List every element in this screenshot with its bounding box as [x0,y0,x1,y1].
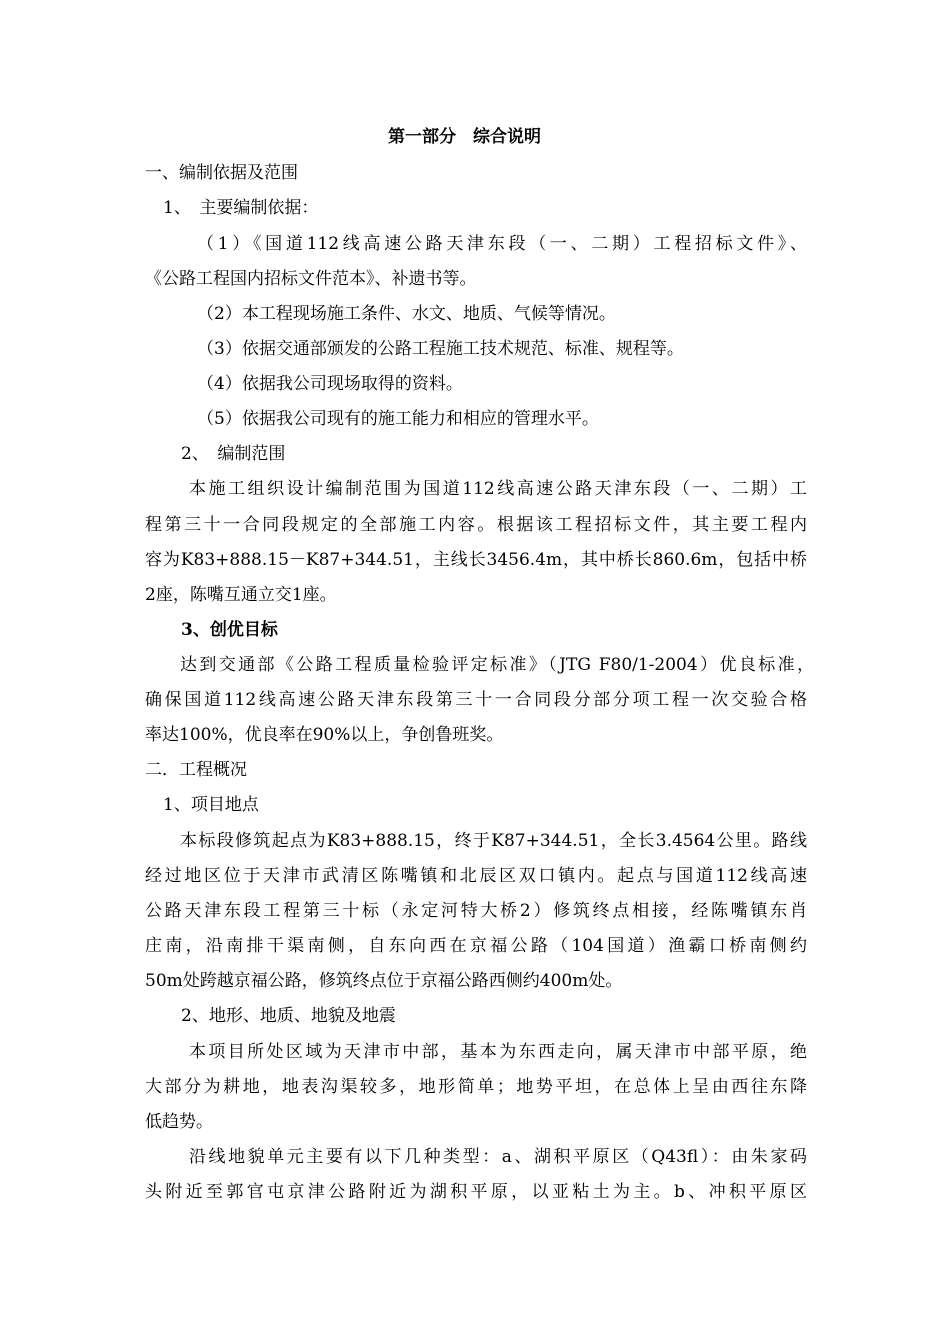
subsection-heading: 2、 编制范围 [181,444,286,464]
section-heading: 二．工程概况 [145,760,247,780]
paragraph-line: 容为K83+888.15－K87+344.51，主线长3456.4m，其中桥长860.6m，包括中桥 [145,550,807,570]
paragraph-line: 率达100%，优良率在90%以上，争创鲁班奖。 [145,725,504,745]
paragraph-line: （4）依据我公司现场取得的资料。 [197,374,463,394]
paragraph-line: 本标段修筑起点为K83+888.15，终于K87+344.51，全长3.4564公里。路线 [180,831,807,851]
paragraph-line: 庄南，沿南排干渠南侧，自东向西在京福公路（104国道）渔霸口桥南侧约 [145,936,807,956]
paragraph-line: 本项目所处区域为天津市中部，基本为东西走向，属天津市中部平原，绝 [189,1042,807,1062]
paragraph-line: 公路天津东段工程第三十标（永定河特大桥2）修筑终点相接，经陈嘴镇东肖 [145,901,807,921]
paragraph-line: （1）《国道112线高速公路天津东段（一、二期）工程招标文件》、 [197,234,807,254]
paragraph-line: 达到交通部《公路工程质量检验评定标准》（JTG F80/1-2004）优良标准， [180,655,814,675]
paragraph-line: 2座，陈嘴互通立交1座。 [145,585,337,605]
paragraph-line: 确保国道112线高速公路天津东段第三十一合同段分部分项工程一次交验合格 [145,690,807,710]
subsection-heading: 1、项目地点 [163,795,259,815]
paragraph-line: （2）本工程现场施工条件、水文、地质、气候等情况。 [197,304,616,324]
paragraph-line: 50m处跨越京福公路，修筑终点位于京福公路西侧约400m处。 [145,971,623,991]
paragraph-line: 大部分为耕地，地表沟渠较多，地形简单；地势平坦，在总体上呈由西往东降 [145,1077,807,1097]
paragraph-line: 本施工组织设计编制范围为国道112线高速公路天津东段（一、二期）工 [189,479,807,499]
section-heading: 一、编制依据及范围 [145,163,298,183]
paragraph-line: （3）依据交通部颁发的公路工程施工技术规范、标准、规程等。 [197,339,684,359]
subsection-heading: 2、地形、地质、地貌及地震 [181,1006,396,1026]
page-title: 第一部分 综合说明 [388,127,541,147]
paragraph-line: 经过地区位于天津市武清区陈嘴镇和北辰区双口镇内。起点与国道112线高速 [145,866,807,886]
subsection-heading: 1、 主要编制依据： [163,198,319,218]
paragraph-line: （5）依据我公司现有的施工能力和相应的管理水平。 [197,409,599,429]
paragraph-line: 沿线地貌单元主要有以下几种类型：a、湖积平原区（Q43fl）：由朱家码 [189,1147,807,1167]
subsection-heading: 3、创优目标 [181,620,278,640]
paragraph-line: 头附近至郭官屯京津公路附近为湖积平原，以亚粘土为主。b、冲积平原区 [145,1182,807,1202]
paragraph-line: 低趋势。 [145,1112,213,1132]
paragraph-line: 程第三十一合同段规定的全部施工内容。根据该工程招标文件，其主要工程内 [145,515,807,535]
paragraph-line: 《公路工程国内招标文件范本》、补遗书等。 [145,269,477,289]
